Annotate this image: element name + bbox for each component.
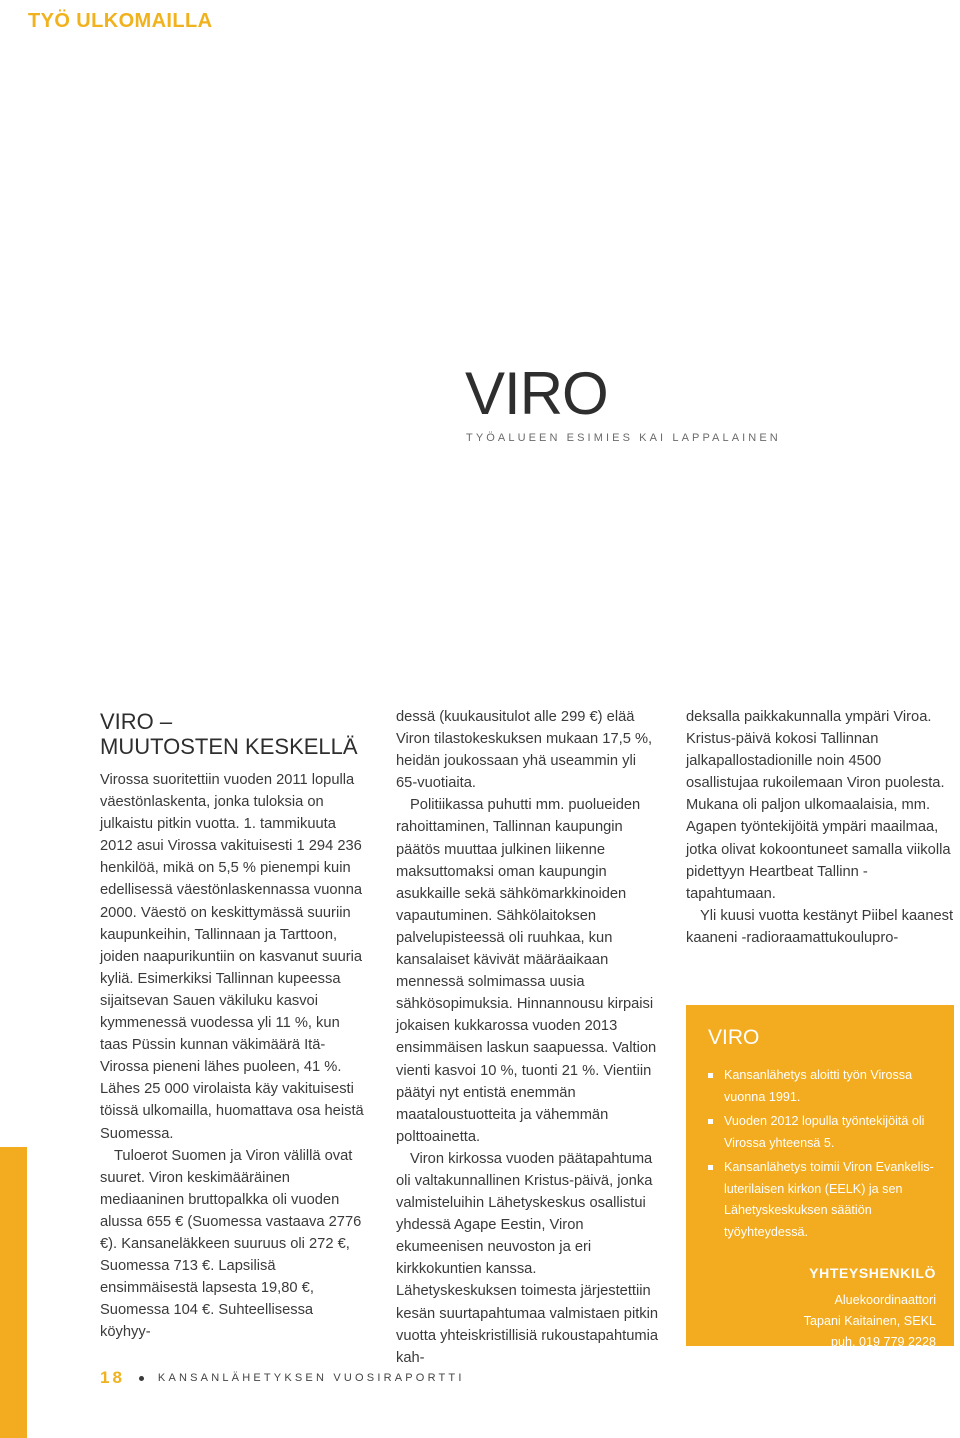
paragraph: Viron kirkossa vuoden päätapahtuma oli valtakunnallinen Kristus-päivä, jonka valmisteluihin Lähetyskeskus osallistui yhdessä Agape Eestin, Viron ekumeenisen neuvoston ja eri kirkkokuntien kanssa. Lähetyskeskuksen toimesta järjestettiin kesän suurtapahtumaa valmistaen pitkin vuotta yhteiskristillisiä rukoustapahtumia kah- bbox=[396, 1150, 659, 1366]
fact-item-text: Kansanlähetys toimii Viron Evankelis-luterilaisen kirkon (EELK) ja sen Lähetyskeskuksen säätiön työyhteydessä. bbox=[724, 1160, 934, 1239]
square-bullet-icon bbox=[708, 1165, 713, 1170]
article-heading-line-2: MUUTOSTEN KESKELLÄ bbox=[100, 734, 358, 759]
paragraph: deksalla paikkakunnalla ympäri Viroa. Kristus-päivä kokosi Tallinnan jalkapallostadionille noin 4500 osallistujaa rukoilemaan Viron puolesta. Mukana oli paljon ulkomaalaisia, mm. Agapen työntekijöitä ympäri maailmaa, jotka olivat kokoontuneet samalla viikolla pidettyyn Heartbeat Tallinn -tapahtumaan. bbox=[686, 709, 951, 902]
column-3-body bbox=[686, 706, 954, 949]
fact-box bbox=[686, 1005, 954, 1349]
accent-side-bar bbox=[0, 1147, 27, 1438]
fact-list bbox=[708, 1065, 936, 1243]
fact-item-text: Kansanlähetys aloitti työn Virossa vuonna 1991. bbox=[724, 1068, 913, 1104]
contact-title: YHTEYSHENKILÖ bbox=[809, 1265, 936, 1281]
fact-item bbox=[708, 1157, 936, 1243]
square-bullet-icon bbox=[708, 1073, 713, 1078]
column-2-body bbox=[396, 706, 660, 1369]
fact-item-text: Vuoden 2012 lopulla työntekijöitä oli Virossa yhteensä 5. bbox=[724, 1114, 925, 1150]
square-bullet-icon bbox=[708, 1119, 713, 1124]
article-heading bbox=[100, 709, 366, 759]
paragraph: Tuloerot Suomen ja Viron välillä ovat suuret. Viron keskimääräinen mediaaninen bruttopalkka oli vuoden alussa 655 € (Suomessa vastaava 2776 €). Kansaneläkkeen suuruus oli 272 €, Suomessa 713 €. Lapsilisä ensimmäisestä lapsesta 19,80 €, Suomessa 104 €. Suhteellisessa köyhyy- bbox=[100, 1147, 362, 1341]
paragraph: Virossa suoritettiin vuoden 2011 lopulla väestönlaskenta, jonka tuloksia on julkaistu pitkin vuotta. 1. tammikuuta 2012 asui Virossa vakituisesti 1 294 236 henkilöä, mikä on 5,5 % pienempi kuin edellisessä väestönlaskennassa vuonna 2000. Väestö on keskittymässä suuriin kaupunkeihin, Tallinnaan ja Tarttoon, joiden naapurikuntiin on kasvanut suuria kyliä. Esimerkiksi Tallinnan kupeessa sijaitsevan Sauen väkiluku kasvoi kymmenessä vuodessa yli 11 %, kun taas Püssin kunnan väkimäärä Itä-Virossa pieneni lähes puoleen, 41 %. Lähes 25 000 virolaista käy vakituisesti töissä ulkomailla, huomattava osa heistä Suomessa. bbox=[100, 772, 364, 1142]
article-heading-line-1: VIRO – bbox=[100, 709, 173, 734]
paragraph: Yli kuusi vuotta kestänyt Piibel kaanest kaaneni -radioraamattukoulupro- bbox=[686, 907, 954, 946]
contact-role: Aluekoordinaattori bbox=[834, 1293, 936, 1307]
paragraph: dessä (kuukausitulot alle 299 €) elää Viron tilastokeskuksen mukaan 17,5 %, heidän joukossaan yhä useammin yli 65-vuotiaita. bbox=[396, 709, 653, 792]
article-column-1 bbox=[100, 709, 366, 1343]
contact-phone: puh. 019 779 2228 bbox=[830, 1335, 936, 1349]
fact-item bbox=[708, 1065, 936, 1108]
bullet-dot-icon bbox=[139, 1376, 144, 1381]
author-line: TYÖALUEEN ESIMIES KAI LAPPALAINEN bbox=[466, 432, 781, 444]
contact-name: Tapani Kaitainen, SEKL bbox=[803, 1314, 936, 1328]
article-column-3 bbox=[686, 706, 954, 949]
page-title: VIRO bbox=[465, 360, 608, 427]
fact-item bbox=[708, 1111, 936, 1154]
title-block bbox=[465, 362, 608, 426]
section-label: TYÖ ULKOMAILLA bbox=[28, 9, 213, 32]
paragraph: Politiikassa puhutti mm. puolueiden rahoittaminen, Tallinnan kaupungin päätös muuttaa julkinen liikenne maksuttomaksi oman kaupungin asukkaille sekä sähkömarkkinoiden vapautuminen. Sähkölaitoksen palvelupisteessä oli ruuhkaa, kun kansalaiset kävivät määräaikaan mennessä solmimassa uusia sähkösopimuksia. Hinnannousu kirpaisi jokaisen kukkarossa vuoden 2013 ensimmäisen laskun saapuessa. Valtion vienti kasvoi 10 %, tuonti 21 %. Vientiin päätyi nyt entistä enemmän maataloustuotteita ja vähemmän polttoainetta. bbox=[396, 797, 657, 1145]
page-footer bbox=[100, 1368, 465, 1388]
page-number: 18 bbox=[100, 1368, 125, 1387]
publication-name: KANSANLÄHETYKSEN VUOSIRAPORTTI bbox=[157, 1372, 465, 1384]
contact-block bbox=[708, 1263, 936, 1353]
column-1-body bbox=[100, 769, 366, 1343]
fact-box-title: VIRO bbox=[708, 1026, 760, 1049]
article-column-2 bbox=[396, 706, 660, 1369]
